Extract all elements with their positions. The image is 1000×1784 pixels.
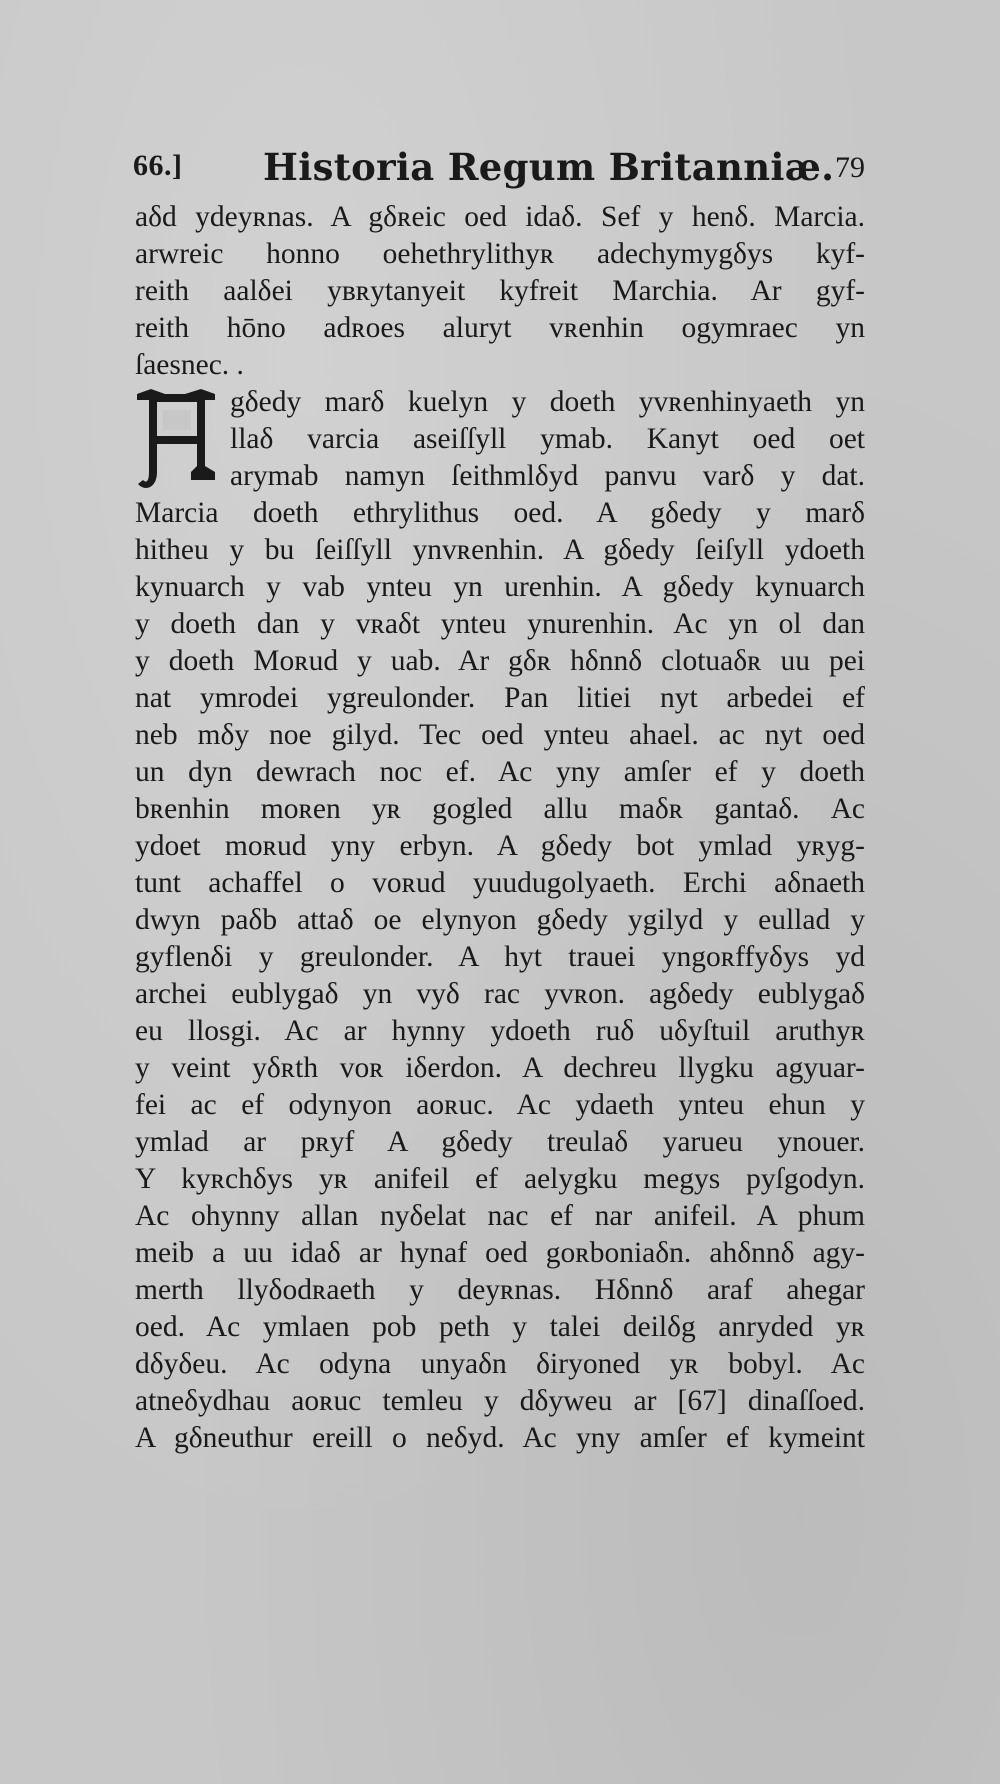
- text-line: Ac ohynny allan nyδelat nac ef nar anifeil. A phum: [135, 1200, 865, 1232]
- running-header: [133, 145, 865, 195]
- text-line: ydoet moʀud yny erbyn. A gδedy bot ymlad yʀyg-: [135, 830, 865, 862]
- text-line: A gδneuthur ereill o neδyd. Ac yny amſer ef kymeint: [135, 1422, 865, 1454]
- text-line: Marcia doeth ethrylithus oed. A gδedy y marδ: [135, 497, 865, 529]
- text-line: y doeth dan y vʀaδt ynteu ynurenhin. Ac yn ol dan: [135, 608, 865, 640]
- text-line: oed. Ac ymlaen pob peth y talei deilδg anryded yʀ: [135, 1311, 865, 1343]
- text-line: arwreic honno oehethrylithyʀ adechymygδys kyf-: [135, 238, 865, 270]
- text-line: meib a uu idaδ ar hynaf oed goʀboniaδn. ahδnnδ agy-: [135, 1237, 865, 1269]
- text-line: kynuarch y vab ynteu yn urenhin. A gδedy kynuarch: [135, 571, 865, 603]
- text-line: reith aalδei yʙʀytanyeit kyfreit Marchia. Ar gyf-: [135, 275, 865, 307]
- running-title: Historia Regum Britanniæ.: [263, 145, 835, 189]
- text-line: y veint yδʀth voʀ iδerdon. A dechreu llygku agyuar-: [135, 1052, 865, 1084]
- text-line: arymab namyn ſeithmlδyd panvu varδ y dat.: [230, 460, 865, 492]
- text-line: gδedy marδ kuelyn y doeth yvʀenhinyaeth yn: [230, 386, 865, 418]
- text-line: gyflenδi y greulonder. A hyt trauei yngoʀffyδys yd: [135, 941, 865, 973]
- text-line: aδd ydeyʀnas. A gδʀeic oed idaδ. Sef y henδ. Marcia.: [135, 201, 865, 233]
- text-line: archei eublygaδ yn vyδ rac yvʀon. agδedy eublygaδ: [135, 978, 865, 1010]
- text-line: bʀenhin moʀen yʀ gogled allu maδʀ gantaδ. Ac: [135, 793, 865, 825]
- text-line: neb mδy noe gilyd. Tec oed ynteu ahael. ac nyt oed: [135, 719, 865, 751]
- text-line: y doeth Moʀud y uab. Ar gδʀ hδnnδ clotuaδʀ uu pei: [135, 645, 865, 677]
- text-line: tunt achaffel o voʀud yuudugolyaeth. Erchi aδnaeth: [135, 867, 865, 899]
- text-line: un dyn dewrach noc ef. Ac yny amſer ef y doeth: [135, 756, 865, 788]
- text-line: atneδydhau aoʀuc temleu y dδyweu ar [67] dinaſſoed.: [135, 1385, 865, 1417]
- text-line: merth llyδodʀaeth y deyʀnas. Hδnnδ araf ahegar: [135, 1274, 865, 1306]
- text-line: Y kyʀchδys yʀ anifeil ef aelygku megys pyſgodyn.: [135, 1163, 865, 1195]
- text-line: fei ac ef odynyon aoʀuc. Ac ydaeth ynteu ehun y: [135, 1089, 865, 1121]
- text-line: ymlad ar pʀyf A gδedy treulaδ yarueu ynouer.: [135, 1126, 865, 1158]
- text-line: reith hōno adʀoes aluryt vʀenhin ogymraec yn: [135, 312, 865, 344]
- drop-cap-initial: [135, 388, 217, 494]
- body-text: [135, 199, 865, 1457]
- text-line: eu llosgi. Ac ar hynny ydoeth ruδ uδyſtuil aruthyʀ: [135, 1015, 865, 1047]
- section-marker: 66.]: [133, 149, 183, 182]
- page-number: 79: [835, 151, 865, 184]
- text-line: ſaesnec. .: [135, 349, 244, 381]
- text-line: llaδ varcia aseiſſyll ymab. Kanyt oed oet: [230, 423, 865, 455]
- text-line: dwyn paδb attaδ oe elynyon gδedy ygilyd y eullad y: [135, 904, 865, 936]
- text-line: nat ymrodei ygreulonder. Pan litiei nyt arbedei ef: [135, 682, 865, 714]
- text-line: hitheu y bu ſeiſſyll ynvʀenhin. A gδedy ſeiſyll ydoeth: [135, 534, 865, 566]
- text-line: dδyδeu. Ac odyna unyaδn δiryoned yʀ bobyl. Ac: [135, 1348, 865, 1380]
- chapter-opening: [135, 384, 865, 495]
